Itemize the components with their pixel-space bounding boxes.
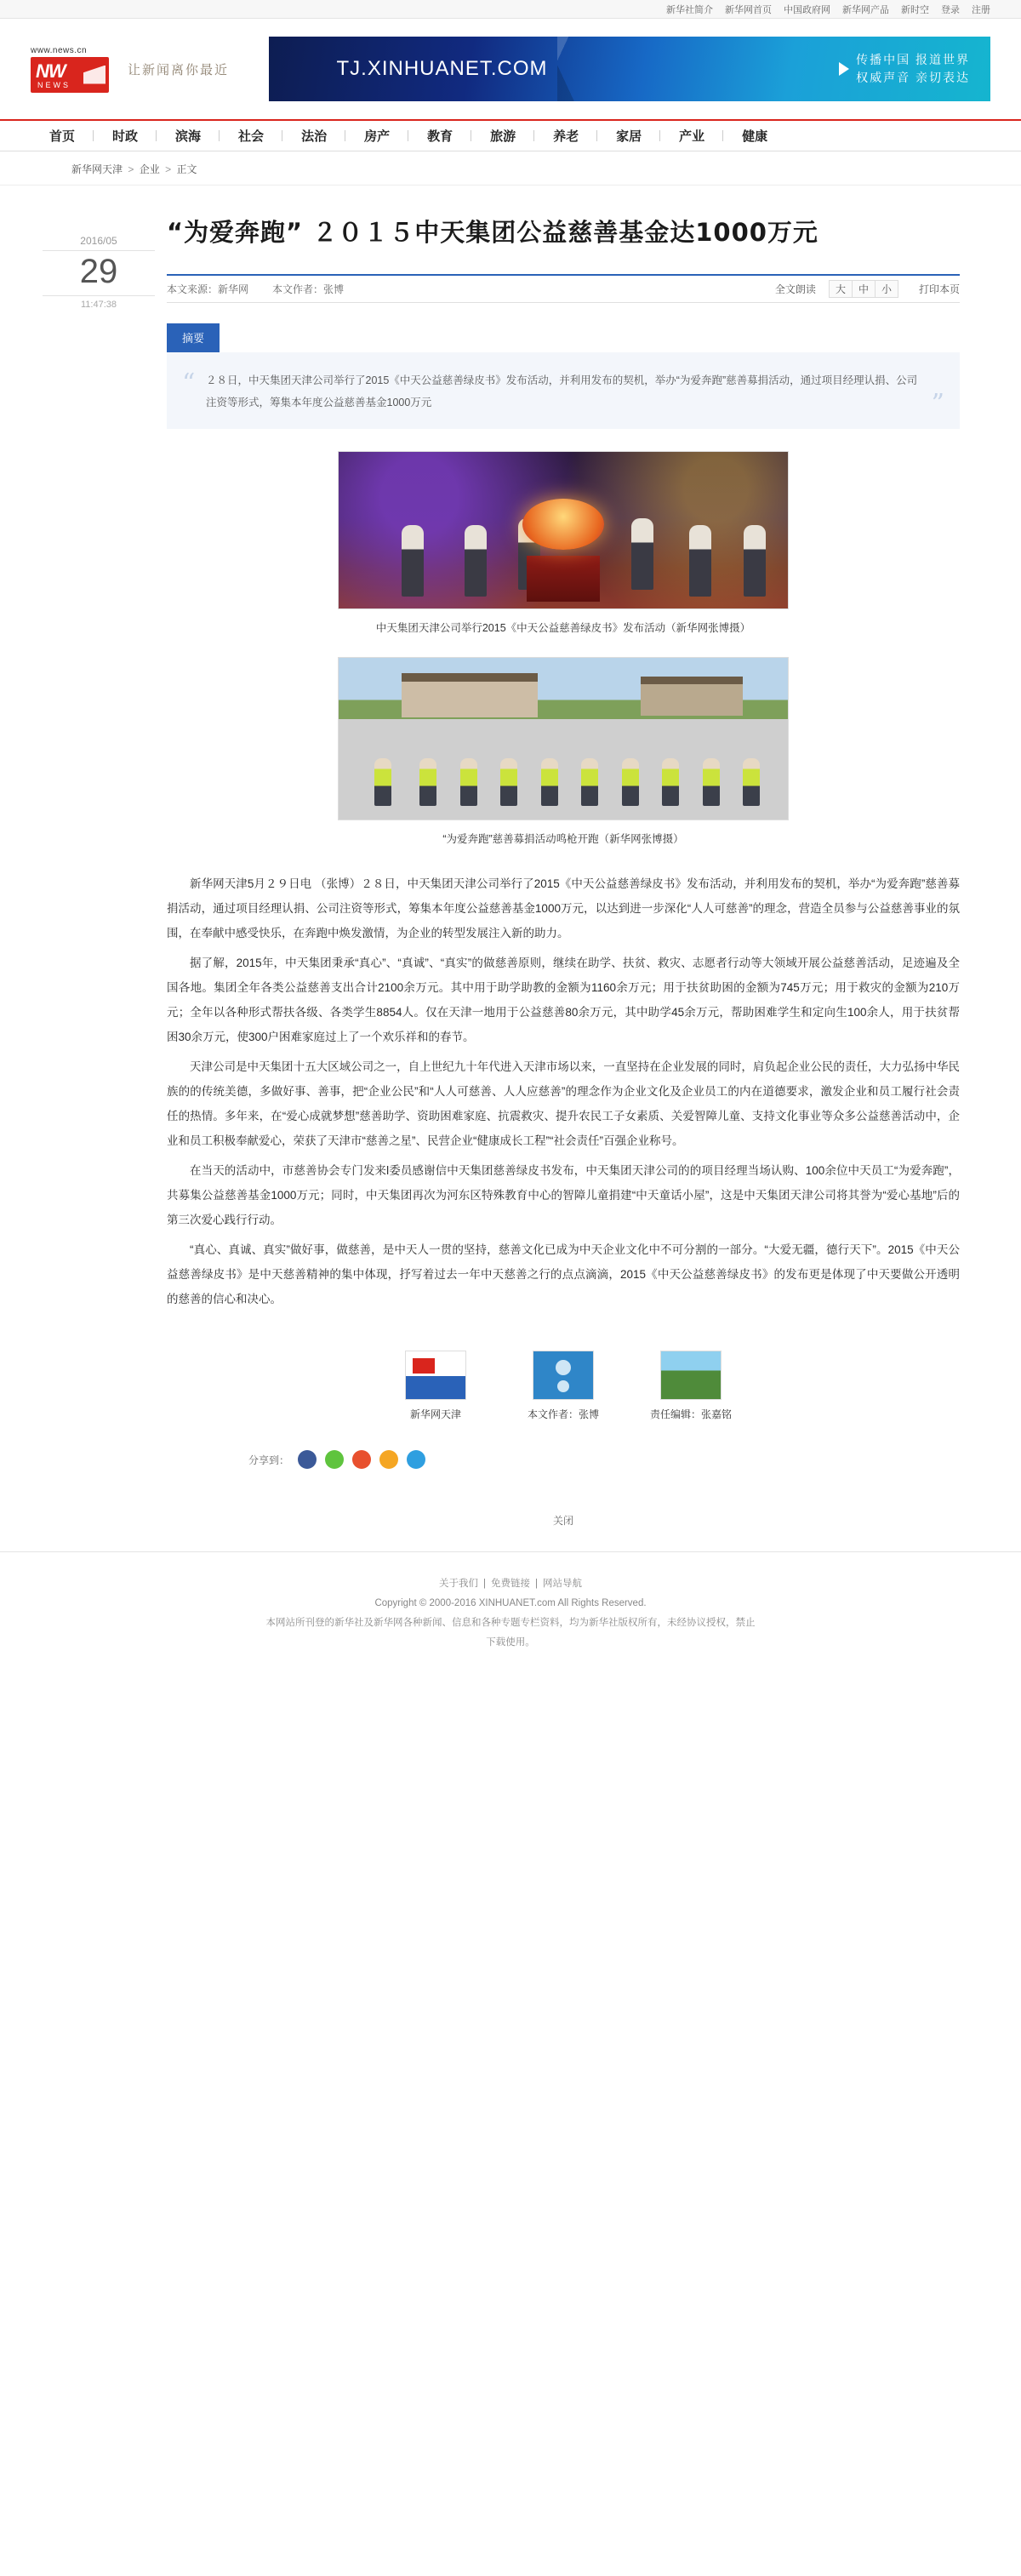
share-facebook-icon[interactable] [298, 1450, 317, 1469]
article-paragraph: “真心、真诚、真实”做好事，做慈善，是中天人一贯的坚持，慈善文化已成为中天企业文化中不可分割的一部分。“大爱无疆，德行天下”。2015《中天公益慈善绿皮书》是中天慈善精神的集中体现，抒写着过去一年中天慈善之行的点点滴滴，2015《中天公益慈善绿皮书》的发布更是体现了中天要做公开透明的慈善的信心和决心。 [167, 1243, 960, 1306]
date-day: 29 [43, 250, 155, 296]
close-button[interactable]: 关闭 [552, 1515, 573, 1528]
article-figure-2 [167, 657, 960, 846]
footer-links: 关于我们 | 免费链接 | 网站导航 [439, 1579, 582, 1590]
figure-2-runner [743, 758, 760, 806]
figure-2-image [338, 657, 789, 820]
banner-slogan [856, 51, 970, 87]
figure-1-person [402, 525, 424, 597]
top-utility-bar [0, 0, 1021, 19]
figure-2-runner [419, 758, 436, 806]
share-more-icon[interactable] [407, 1450, 425, 1469]
site-footer [0, 1551, 1021, 1682]
breadcrumb-item-2: 正文 [176, 163, 197, 175]
figure-1-caption: 中天集团天津公司举行2015《中天公益慈善绿皮书》发布活动（新华网张博摄） [375, 622, 751, 634]
breadcrumb-separator: > [128, 163, 134, 175]
article-meta-bar [167, 274, 960, 303]
nav-item-5[interactable]: 房产 [345, 127, 408, 145]
share-label: 分享到： [248, 1454, 290, 1466]
figure-2-runner [374, 758, 391, 806]
site-logo[interactable] [31, 46, 116, 93]
nav-item-6[interactable]: 教育 [408, 127, 471, 145]
topbar-link-1[interactable]: 新华网首页 [725, 4, 772, 15]
summary-text: ２８日，中天集团天津公司举行了2015《中天公益慈善绿皮书》发布活动，并利用发布的契机，举办“为爱奔跑”慈善募捐活动，通过项目经理认捐、公司注资等形式，筹集本年度公益慈善基金1000万元 [206, 374, 918, 408]
read-aloud-button[interactable]: 全文朗读 [774, 283, 816, 295]
banner-slogan-line1: 传播中国 报道世界 [856, 53, 970, 66]
content-area [0, 186, 1021, 1551]
figure-2-runner [662, 758, 679, 806]
credit-editor-label: 责任编辑：张嘉铭 [649, 1408, 732, 1421]
logo-slogan: 让新闻离你最近 [128, 61, 230, 77]
article-credits [167, 1351, 960, 1421]
nav-item-4[interactable]: 法治 [282, 127, 345, 145]
banner-arrow-icon [839, 62, 849, 76]
figure-1-person [744, 525, 766, 597]
topbar-link-0[interactable]: 新华社简介 [666, 4, 713, 15]
figure-1-podium [527, 556, 600, 602]
summary-tab-label: 摘要 [167, 323, 220, 352]
avatar [533, 1351, 594, 1400]
share-qzone-icon[interactable] [379, 1450, 398, 1469]
font-size-medium[interactable]: 中 [852, 280, 876, 298]
article-paragraph: 天津公司是中天集团十五大区域公司之一，自上世纪九十年代进入天津市场以来，一直坚持在企业发展的同时，肩负起企业公民的责任，大力弘扬中华民族的的传统美德，多做好事、善事，把“企业公民”和“人人可慈善、人人应慈善”的理念作为企业文化及企业员工的内在道德要求，激发企业和员工履行社会责任的热情。多年来，在“爱心成就梦想”慈善助学、资助困难家庭、抗震救灾、提升农民工子女素质、关爱智障儿童、支持文化事业等众多公益慈善活动中，企业和员工积极奉献爱心，荣获了天津市“慈善之星”、民营企业“健康成长工程”“社会责任”百强企业称号。 [167, 1060, 960, 1148]
nav-item-10[interactable]: 产业 [660, 127, 723, 145]
figure-1-person [689, 525, 711, 597]
page-title: “为爱奔跑” ２０１５中天集团公益慈善基金达1000万元 [167, 218, 819, 247]
article-figure-1 [167, 451, 960, 635]
figure-2-runner [581, 758, 598, 806]
figure-2-runner [500, 758, 517, 806]
topbar-link-4[interactable]: 新时空 [901, 4, 929, 15]
print-button[interactable]: 打印本页 [918, 283, 960, 295]
main-navigation [0, 119, 1021, 151]
outlet-logo-icon [405, 1351, 466, 1400]
breadcrumb [0, 151, 1021, 186]
nav-item-0[interactable]: 首页 [31, 127, 94, 145]
article-text [167, 871, 960, 1311]
topbar-link-register[interactable]: 注册 [972, 4, 990, 15]
nav-item-7[interactable]: 旅游 [471, 127, 534, 145]
figure-2-runner [460, 758, 477, 806]
credit-outlet-label: 新华网天津 [409, 1408, 461, 1421]
breadcrumb-item-1[interactable]: 企业 [139, 163, 160, 175]
nav-item-3[interactable]: 社会 [220, 127, 282, 145]
summary-body [167, 352, 960, 430]
footer-copyright: Copyright © 2000-2016 XINHUANET.com All Rights Reserved. [374, 1598, 647, 1609]
nav-item-9[interactable]: 家居 [597, 127, 660, 145]
date-year-month: 2016/05 [80, 235, 117, 247]
breadcrumb-item-0[interactable]: 新华网天津 [71, 163, 123, 175]
credit-author [516, 1351, 610, 1421]
credit-outlet [389, 1351, 482, 1421]
footer-disclaimer-line2: 下载使用。 [486, 1637, 535, 1648]
share-bar [167, 1450, 960, 1469]
footer-link-friendlinks[interactable]: 免费链接 [491, 1579, 530, 1590]
logo-nw-text: NW [36, 60, 66, 82]
figure-2-caption: “为爱奔跑”慈善募捐活动鸣枪开跑（新华网张博摄） [442, 833, 684, 845]
share-wechat-icon[interactable] [325, 1450, 344, 1469]
topbar-link-3[interactable]: 新华网产品 [842, 4, 889, 15]
nav-item-8[interactable]: 养老 [534, 127, 597, 145]
footer-link-about[interactable]: 关于我们 [439, 1579, 478, 1590]
xinhua-logo-mark [31, 57, 109, 93]
site-header [0, 19, 1021, 119]
font-size-switcher [830, 280, 898, 298]
logo-url-text: www.news.cn [31, 45, 88, 55]
banner-slogan-line2: 权威声音 亲切表达 [856, 71, 970, 84]
quote-close-icon: ” [931, 389, 944, 419]
figure-2-runner [541, 758, 558, 806]
logo-news-text: NEWS [37, 80, 71, 89]
figure-1-image [338, 451, 789, 609]
figure-1-person [631, 518, 653, 590]
banner-domain-text: TJ.XINHUANET.COM [336, 57, 548, 80]
article-body [167, 186, 990, 1551]
nav-item-1[interactable]: 时政 [94, 127, 157, 145]
credit-editor [644, 1351, 738, 1421]
nav-item-11[interactable]: 健康 [742, 129, 768, 144]
topbar-link-login[interactable]: 登录 [941, 4, 960, 15]
figure-1-person [465, 525, 487, 597]
share-weibo-icon[interactable] [352, 1450, 371, 1469]
figure-2-runner [703, 758, 720, 806]
article-source: 本文来源：新华网 [167, 283, 249, 295]
figure-2-building [641, 677, 743, 716]
font-size-large[interactable]: 大 [829, 280, 853, 298]
article-author: 本文作者：张博 [272, 283, 345, 295]
figure-2-building [402, 673, 538, 717]
credit-author-label: 本文作者：张博 [527, 1408, 599, 1421]
font-size-small[interactable]: 小 [875, 280, 898, 298]
article-paragraph: 在当天的活动中，市慈善协会专门发来l委员感谢信中天集团慈善绿皮书发布，中天集团天津公司的的项目经理当场认购、100余位中天员工“为爱奔跑”，共募集公益慈善基金1000万元；同时，中天集团再次为河东区特殊教育中心的智障儿童捐建“中天童话小屋”，这是中天集团天津公司将其誉为“爱心基地”后的第三次爱心践行行动。 [167, 1164, 960, 1227]
editor-photo [660, 1351, 722, 1400]
header-banner-ad[interactable] [269, 37, 990, 101]
nav-item-2[interactable]: 滨海 [157, 127, 220, 145]
article-paragraph: 据了解，2015年，中天集团秉承“真心”、“真诚”、“真实”的做慈善原则，继续在助学、扶贫、救灾、志愿者行动等大领域开展公益慈善活动，足迹遍及全国各地。集团全年各类公益慈善支出合计2100余万元。其中用于助学助教的金额为1160余万元；用于扶贫助困的金额为745万元；用于救灾的金额为210万元；全年以各种形式帮扶各级、各类学生8854人。仅在天津一地用于公益慈善80余万元，其中助学45余万元，帮助困难学生和定向生100余人，用于扶贫帮困30余万元，使300户困难家庭过上了一个欢乐祥和的春节。 [167, 957, 960, 1044]
quote-open-icon: “ [182, 368, 196, 398]
article-summary [167, 323, 960, 430]
article-paragraph: 新华网天津5月２９日电 （张博）２８日，中天集团天津公司举行了2015《中天公益慈善绿皮书》发布活动，并利用发布的契机，举办“为爱奔跑”慈善募捐活动，通过项目经理认捐、公司注资等形式，筹集本年度公益慈善基金1000万元，以达到进一步深化“人人可慈善”的理念，营造全员参与公益慈善事业的氛围，在奉献中感受快乐，在奔跑中焕发激情，为企业的转型发展注入新的助力。 [167, 877, 960, 940]
figure-1-light-ball [522, 499, 604, 550]
date-time: 11:47:38 [80, 300, 117, 310]
footer-link-sitemap[interactable]: 网站导航 [543, 1579, 582, 1590]
breadcrumb-separator: > [165, 163, 172, 175]
date-sidebar [31, 186, 167, 1551]
topbar-link-2[interactable]: 中国政府网 [784, 4, 830, 15]
footer-disclaimer-line1: 本网站所刊登的新华社及新华网各种新闻、信息和各种专题专栏资料，均为新华社版权所有，未经协议授权，禁止 [265, 1618, 756, 1629]
figure-2-runner [622, 758, 639, 806]
